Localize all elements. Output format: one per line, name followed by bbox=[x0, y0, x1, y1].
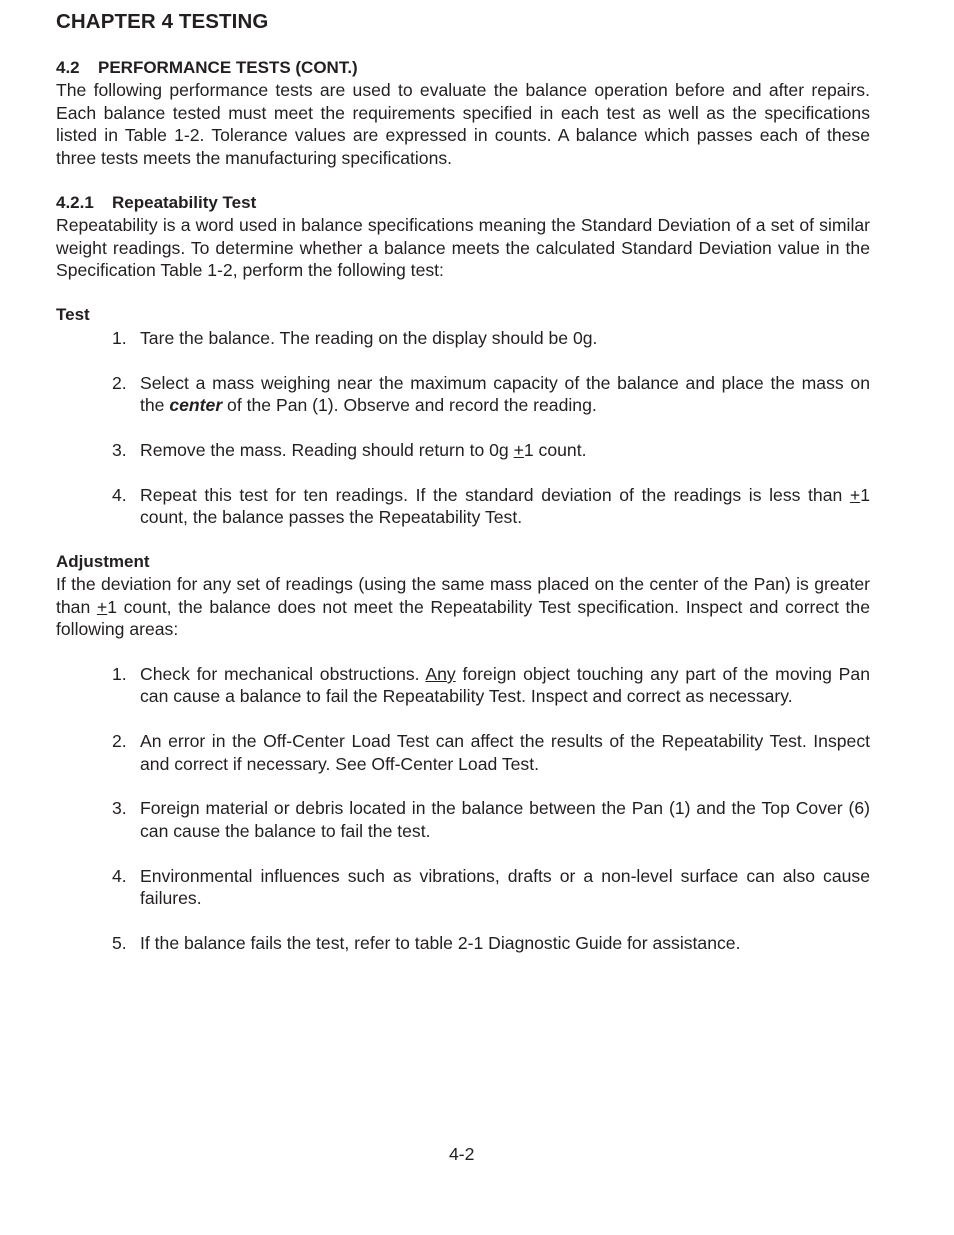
list-text: Environmental influences such as vibrations, drafts or a non-level surface can also cause failures. bbox=[140, 865, 870, 909]
list-text: of the Pan (1). Observe and record the reading. bbox=[222, 395, 597, 416]
page-number: 4-2 bbox=[449, 1144, 475, 1164]
list-text: 1 count, the balance passes the Repeatability Test. bbox=[140, 484, 870, 528]
list-item bbox=[112, 484, 870, 529]
adjustment-heading: Adjustment bbox=[56, 552, 150, 571]
subsection-body: Repeatability is a word used in balance specifications meaning the Standard Deviation of a set of similar weight readings. To determine whether a balance meets the calculated Standard Deviation value in the Specification Table 1-2, perform the following test: bbox=[56, 215, 870, 281]
section-title: PERFORMANCE TESTS (CONT.) bbox=[98, 58, 358, 77]
list-text: Tare the balance. The reading on the display should be 0g. bbox=[140, 328, 598, 348]
section-4-2-1 bbox=[56, 192, 870, 282]
list-number: 1. bbox=[112, 664, 127, 684]
list-item bbox=[112, 439, 870, 461]
section-number: 4.2 bbox=[56, 58, 80, 77]
subsection-number: 4.2.1 bbox=[56, 193, 94, 212]
list-number: 3. bbox=[112, 798, 127, 819]
section-body: The following performance tests are used to evaluate the balance operation before and after repairs. Each balance tested must meet the requirements specified in each test as well as the specifications listed in Table 1-2. Tolerance values are expressed in counts. A balance which passes each of these three tests meets the manufacturing specifications. bbox=[56, 80, 870, 168]
body-text: If the deviation for any set of readings (using the same mass placed on the center of the Pan) is greater than bbox=[56, 574, 870, 617]
list-text: Check for mechanical obstructions. bbox=[140, 664, 426, 684]
list-number: 5. bbox=[112, 932, 127, 953]
test-heading-block bbox=[56, 304, 870, 326]
list-text: An error in the Off-Center Load Test can affect the results of the Repeatability Test. Inspect and correct if necessary. See Off-Center Load Test. bbox=[140, 731, 870, 774]
plus-minus-symbol: + bbox=[849, 484, 861, 505]
list-number: 2. bbox=[112, 731, 127, 752]
list-text: Foreign material or debris located in the balance between the Pan (1) and the Top Cover (6) can cause the balance to fail the test. bbox=[140, 798, 870, 841]
list-item bbox=[112, 327, 870, 349]
list-item bbox=[112, 663, 870, 708]
emphasis-text: center bbox=[169, 395, 223, 416]
plus-minus-symbol: + bbox=[513, 440, 524, 460]
adjustment-body bbox=[56, 573, 870, 640]
list-item bbox=[112, 932, 870, 954]
chapter-title: CHAPTER 4 TESTING bbox=[56, 10, 269, 33]
subsection-heading bbox=[56, 192, 870, 214]
plus-minus-symbol: + bbox=[96, 596, 108, 617]
list-text: If the balance fails the test, refer to table 2-1 Diagnostic Guide for assistance. bbox=[140, 932, 741, 953]
list-text: 1 count. bbox=[523, 440, 587, 460]
list-number: 4. bbox=[112, 865, 127, 886]
list-text: Repeat this test for ten readings. If the standard deviation of the readings is less than bbox=[140, 484, 850, 505]
body-text: 1 count, the balance does not meet the Repeatability Test specification. Inspect and correct the following areas: bbox=[56, 596, 870, 640]
list-item bbox=[112, 865, 870, 910]
section-heading bbox=[56, 57, 870, 79]
list-item bbox=[112, 372, 870, 417]
test-heading: Test bbox=[56, 305, 90, 324]
list-text: Remove the mass. Reading should return to 0g bbox=[140, 440, 514, 460]
list-item bbox=[112, 797, 870, 842]
adjustment-items-list bbox=[112, 663, 870, 954]
list-number: 4. bbox=[112, 484, 127, 505]
list-number: 2. bbox=[112, 372, 127, 393]
test-steps-list bbox=[112, 327, 870, 529]
section-4-2 bbox=[56, 57, 870, 169]
adjustment-section bbox=[56, 551, 870, 641]
list-text: foreign object touching any part of the moving Pan can cause a balance to fail the Repeatability Test. Inspect and correct as necessary. bbox=[140, 664, 870, 707]
list-number: 1. bbox=[112, 328, 127, 348]
list-item bbox=[112, 730, 870, 775]
list-number: 3. bbox=[112, 440, 127, 460]
subsection-title: Repeatability Test bbox=[112, 193, 257, 212]
list-text: Select a mass weighing near the maximum capacity of the balance and place the mass on the bbox=[140, 372, 870, 416]
underlined-text: Any bbox=[425, 664, 456, 684]
